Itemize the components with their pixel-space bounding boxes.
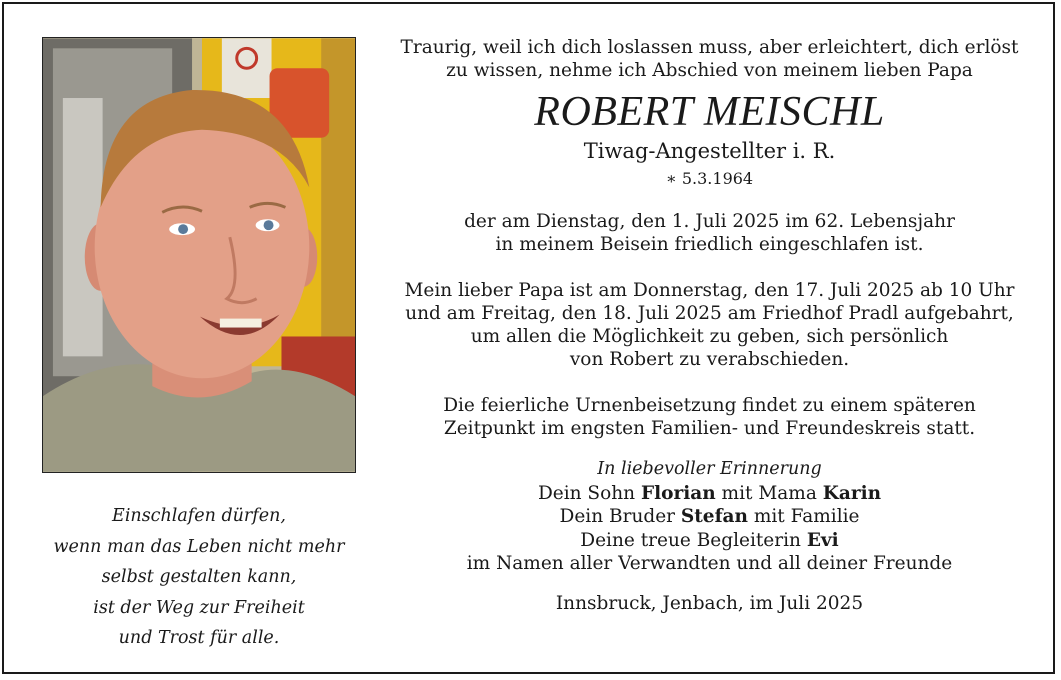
son-mid: mit Mama <box>715 482 823 504</box>
intro-line: Traurig, weil ich dich loslassen muss, aber erleichtert, dich erlöst <box>400 37 1019 58</box>
signature-heading: In liebevoller Erinnerung <box>597 459 822 479</box>
poem-line: und Trost für alle. <box>118 628 280 648</box>
deceased-name: ROBERT MEISCHL <box>534 89 885 135</box>
burial-paragraph <box>382 394 1037 440</box>
son-prefix: Dein Sohn <box>537 482 641 504</box>
viewing-line: und am Freitag, den 18. Juli 2025 am Friedhof Pradl aufgebahrt, <box>405 303 1014 324</box>
burial-line: Zeitpunkt im engsten Familien- und Freundeskreis statt. <box>443 418 976 439</box>
birth-date: ∗ 5.3.1964 <box>665 169 754 188</box>
signature-all: im Namen aller Verwandten und all deiner Freunde <box>466 553 953 574</box>
intro-line: zu wissen, nehme ich Abschied von meinem lieben Papa <box>446 60 973 81</box>
obituary-text <box>382 36 1037 615</box>
portrait-illustration <box>43 38 355 472</box>
portrait-photo <box>42 37 356 473</box>
companion-prefix: Deine treue Begleiterin <box>580 529 807 551</box>
death-line: der am Dienstag, den 1. Juli 2025 im 62. Lebensjahr <box>464 211 955 232</box>
viewing-line: um allen die Möglichkeit zu geben, sich persönlich <box>470 326 949 347</box>
poem <box>24 501 374 654</box>
signature-son <box>382 482 1037 506</box>
signature-brother <box>382 505 1037 529</box>
obituary-card <box>2 2 1055 674</box>
intro-text <box>382 36 1037 82</box>
poem-line: selbst gestalten kann, <box>101 567 297 587</box>
brother-prefix: Dein Bruder <box>559 506 681 527</box>
brother-suffix: mit Familie <box>747 506 860 527</box>
companion-name: Evi <box>806 529 839 551</box>
signature-companion <box>382 529 1037 553</box>
viewing-line: Mein lieber Papa ist am Donnerstag, den 17. Juli 2025 ab 10 Uhr <box>404 280 1015 301</box>
death-paragraph <box>382 210 1037 256</box>
place-date: Innsbruck, Jenbach, im Juli 2025 <box>555 592 864 614</box>
signature-block <box>382 458 1037 576</box>
mother-name: Karin <box>822 482 882 504</box>
burial-line: Die feierliche Urnenbeisetzung findet zu einem späteren <box>443 395 976 416</box>
son-name: Florian <box>640 482 716 504</box>
poem-line: ist der Weg zur Freiheit <box>93 597 305 618</box>
poem-line: Einschlafen dürfen, <box>112 506 286 526</box>
brother-name: Stefan <box>680 506 748 527</box>
viewing-paragraph <box>382 279 1037 371</box>
viewing-line: von Robert zu verabschieden. <box>569 349 850 370</box>
death-line: in meinem Beisein friedlich eingeschlafen ist. <box>495 234 924 255</box>
occupation: Tiwag-Angestellter i. R. <box>583 139 836 163</box>
poem-line: wenn man das Leben nicht mehr <box>53 536 345 557</box>
